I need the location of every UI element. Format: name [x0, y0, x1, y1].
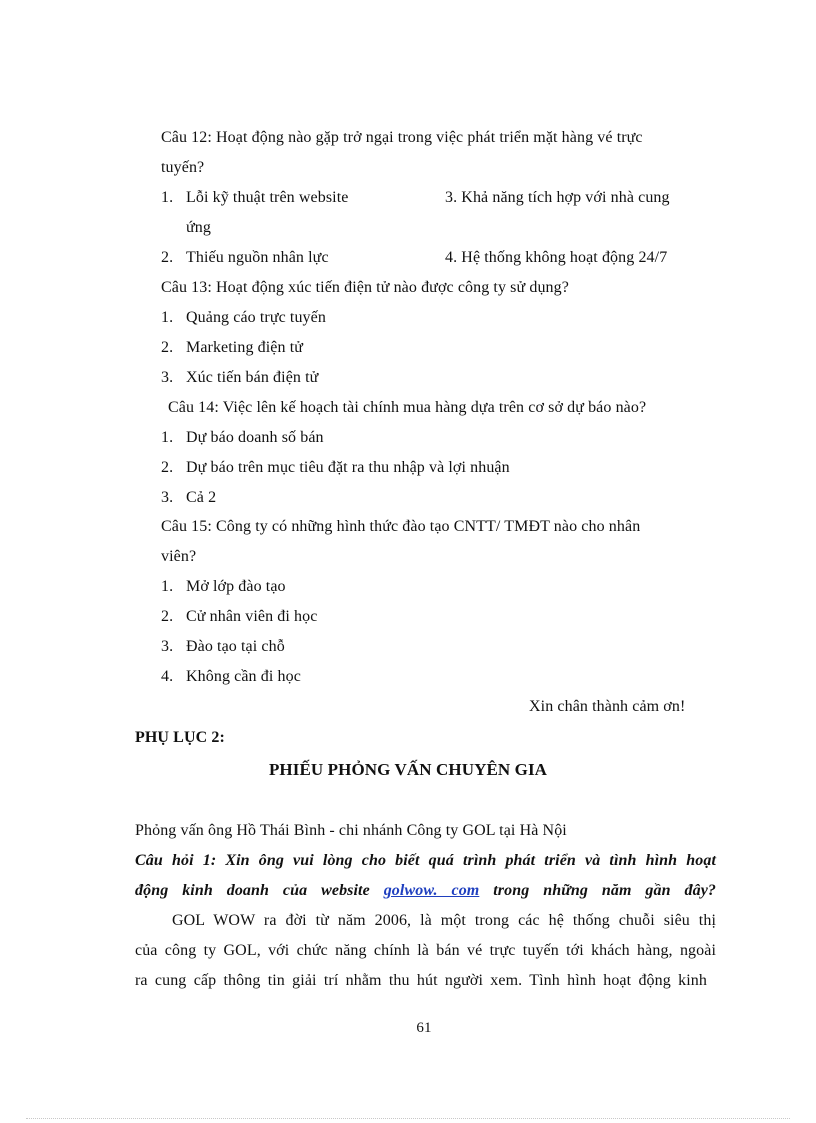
q15-opt-num: 2. [161, 608, 174, 625]
q12-options-row1 [161, 187, 701, 209]
question-post: trong những năm gần đây? [479, 882, 717, 899]
q12-opt1-cont: ứng [186, 219, 211, 236]
q15-opt-num: 4. [161, 668, 174, 685]
appendix-title: PHIẾU PHỎNG VẤN CHUYÊN GIA [268, 760, 548, 779]
q14-opt-label: Dự báo doanh số bán [186, 429, 324, 446]
footer-divider [26, 1118, 790, 1119]
q14-text: Câu 14: Việc lên kế hoạch tài chính mua hàng dựa trên cơ sở dự báo nào? [168, 399, 647, 416]
q13-text: Câu 13: Hoạt động xúc tiến điện tử nào được công ty sử dụng? [161, 279, 569, 296]
q12-opt2: Thiếu nguồn nhân lực [186, 249, 329, 266]
q13-opt-label: Quảng cáo trực tuyến [186, 309, 326, 326]
q13-option [161, 337, 303, 359]
q12-opt3: 3. Khả năng tích hợp với nhà cung [445, 189, 670, 206]
q14-opt-label: Cả 2 [186, 489, 217, 506]
website-link[interactable]: golwow. com [383, 882, 480, 899]
q14-option [161, 427, 324, 449]
q15-text-line2: viên? [161, 548, 197, 565]
q14-opt-num: 2. [161, 459, 174, 476]
q13-opt-label: Marketing điện tử [186, 339, 304, 356]
q15-opt-num: 1. [161, 578, 174, 595]
q12-opt1-num: 1. [161, 189, 174, 206]
q15-option [161, 636, 285, 658]
q12-opt1: Lỗi kỹ thuật trên website [186, 189, 349, 206]
q15-opt-label: Đào tạo tại chỗ [186, 638, 285, 655]
q13-opt-label: Xúc tiến bán điện tử [186, 369, 319, 386]
q15-option [161, 606, 317, 628]
q14-option [161, 457, 510, 479]
q15-opt-label: Cử nhân viên đi học [186, 608, 318, 625]
interview-intro: Phỏng vấn ông Hồ Thái Bình - chi nhánh Công ty GOL tại Hà Nội [135, 822, 567, 839]
q12-text-line2: tuyến? [161, 159, 205, 176]
q13-option [161, 307, 326, 329]
q13-option [161, 367, 318, 389]
q15-opt-label: Mở lớp đào tạo [186, 578, 286, 595]
q14-opt-num: 1. [161, 429, 174, 446]
question-pre: động kinh doanh của website [135, 882, 384, 899]
q14-opt-num: 3. [161, 489, 174, 506]
q14-option [161, 487, 216, 509]
q12-text-line1: Câu 12: Hoạt động nào gặp trở ngại trong việc phát triển mặt hàng vé trực [161, 129, 643, 146]
q15-opt-label: Không cần đi học [186, 668, 301, 685]
q15-option [161, 666, 301, 688]
q13-opt-num: 3. [161, 369, 174, 386]
answer-line1: GOL WOW ra đời từ năm 2006, là một trong các hệ thống chuỗi siêu thị [172, 912, 716, 929]
appendix-heading: PHỤ LỤC 2: [135, 729, 225, 746]
q13-opt-num: 1. [161, 309, 174, 326]
interview-question-line1: Câu hỏi 1: Xin ông vui lòng cho biết quá trình phát triển và tình hình hoạt [135, 852, 716, 869]
q12-options-row2 [161, 247, 701, 269]
answer-line2: của công ty GOL, với chức năng chính là bán vé trực tuyến tới khách hàng, ngoài [135, 942, 716, 959]
interview-question-line2 [135, 880, 716, 902]
q15-option [161, 576, 286, 598]
q14-opt-label: Dự báo trên mục tiêu đặt ra thu nhập và lợi nhuận [186, 459, 510, 476]
q12-opt4: 4. Hệ thống không hoạt động 24/7 [445, 249, 668, 266]
answer-line3: ra cung cấp thông tin giải trí nhằm thu hút người xem. Tình hình hoạt động kinh [135, 972, 707, 989]
q15-text-line1: Câu 15: Công ty có những hình thức đào tạo CNTT/ TMĐT nào cho nhân [161, 518, 641, 535]
q13-opt-num: 2. [161, 339, 174, 356]
q15-opt-num: 3. [161, 638, 174, 655]
page-number: 61 [416, 1020, 432, 1036]
thanks-text: Xin chân thành cảm ơn! [529, 698, 686, 715]
q12-opt2-num: 2. [161, 249, 174, 266]
